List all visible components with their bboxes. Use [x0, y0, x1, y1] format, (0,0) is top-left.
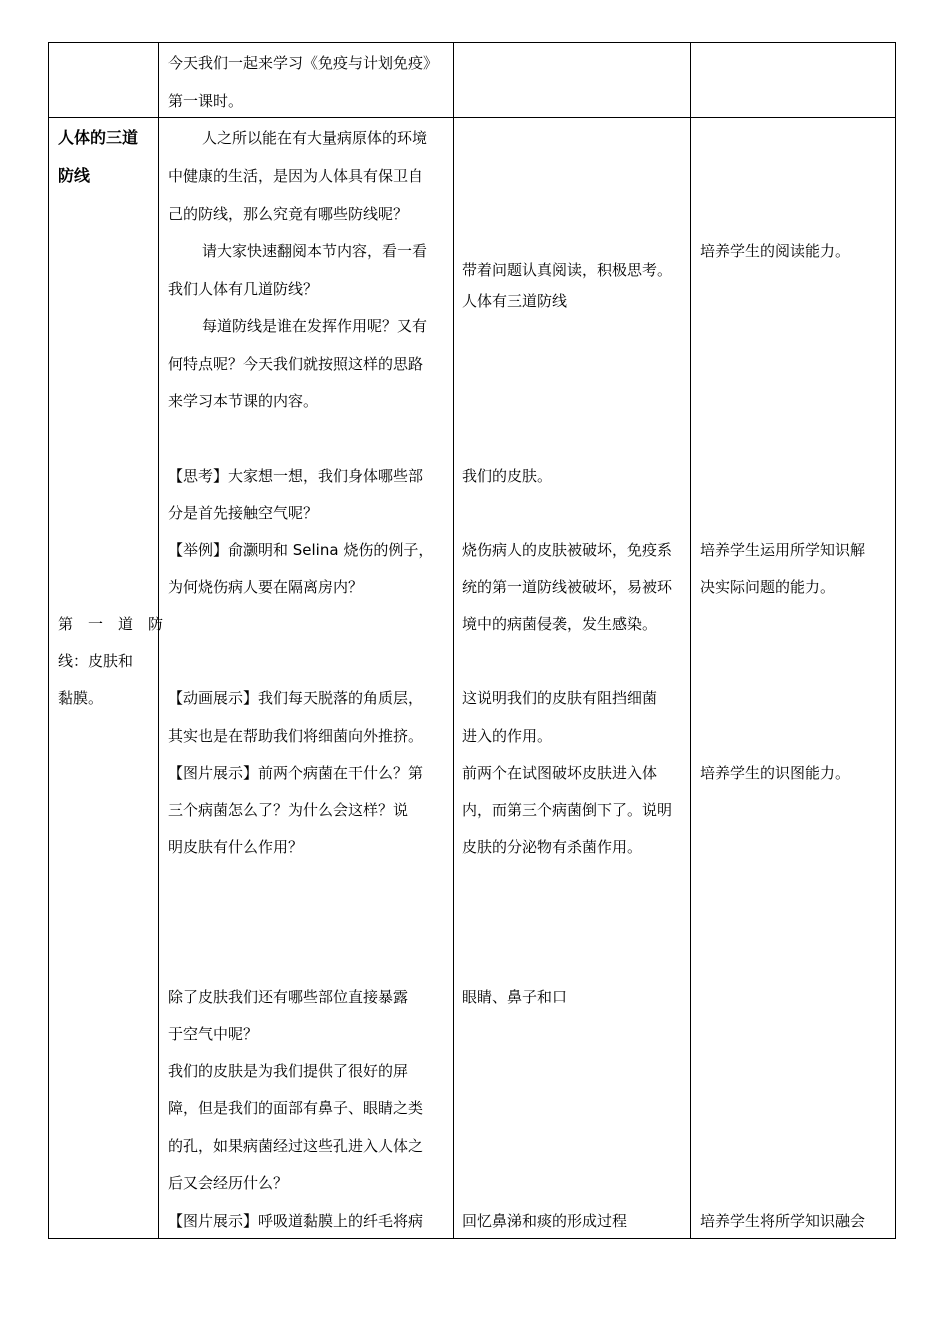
example-answer-2: 统的第一道防线被破坏，易被环: [462, 578, 673, 596]
example-answer-1: 烧伤病人的皮肤被破坏，免疫系: [462, 541, 673, 559]
teacher-plan-1: 每道防线是谁在发挥作用呢？又有: [202, 317, 428, 335]
table-bottom-border: [48, 1238, 896, 1239]
other-answer: 眼睛、鼻子和口: [462, 988, 568, 1006]
pic-answer-1: 前两个在试图破坏皮肤进入体: [462, 764, 658, 782]
pic-2: 三个病菌怎么了？为什么会这样？说: [168, 801, 409, 819]
other-2: 于空气中呢？: [168, 1025, 259, 1043]
teacher-intro-3: 己的防线，那么究竟有哪些防线呢？: [168, 205, 409, 223]
pic-answer-3: 皮肤的分泌物有杀菌作用。: [462, 838, 643, 856]
example-answer-3: 境中的病菌侵袭，发生感染。: [462, 615, 658, 633]
anim-answer-1: 这说明我们的皮肤有阻挡细菌: [462, 689, 658, 707]
student-activity-2: 人体有三道防线: [462, 292, 568, 310]
section-title-line-2: 防线: [58, 166, 91, 185]
pic2-purpose: 培养学生将所学知识融会: [700, 1212, 866, 1230]
first-line-title-3: 黏膜。: [58, 689, 104, 707]
think-2: 分是首先接触空气呢？: [168, 504, 319, 522]
teacher-intro-1: 人之所以能在有大量病原体的环境: [202, 129, 428, 147]
example-purpose-2: 决实际问题的能力。: [700, 578, 836, 596]
purpose-reading: 培养学生的阅读能力。: [700, 242, 851, 260]
pic2: 【图片展示】呼吸道黏膜上的纤毛将病: [168, 1212, 424, 1230]
example-2: 为何烧伤病人要在隔离房内？: [168, 578, 364, 596]
think-answer: 我们的皮肤。: [462, 467, 553, 485]
barrier-3: 的孔，如果病菌经过这些孔进入人体之: [168, 1137, 424, 1155]
teacher-ask-2: 我们人体有几道防线？: [168, 280, 319, 298]
intro-line-1: 今天我们一起来学习《免疫与计划免疫》: [168, 54, 439, 72]
pic-answer-2: 内，而第三个病菌倒下了。说明: [462, 801, 673, 819]
barrier-4: 后又会经历什么？: [168, 1174, 289, 1192]
teacher-plan-3: 来学习本节课的内容。: [168, 392, 319, 410]
column-divider-3: [690, 42, 691, 1239]
column-divider-1: [158, 42, 159, 1239]
pic2-answer: 回忆鼻涕和痰的形成过程: [462, 1212, 628, 1230]
think-1: 【思考】大家想一想，我们身体哪些部: [168, 467, 424, 485]
barrier-1: 我们的皮肤是为我们提供了很好的屏: [168, 1062, 409, 1080]
pic-3: 明皮肤有什么作用？: [168, 838, 304, 856]
pic-1: 【图片展示】前两个病菌在干什么？第: [168, 764, 424, 782]
column-divider-2: [453, 42, 454, 1239]
anim-2: 其实也是在帮助我们将细菌向外推挤。: [168, 727, 424, 745]
first-line-title-1: 第 一 道 防: [58, 615, 164, 633]
teacher-plan-2: 何特点呢？今天我们就按照这样的思路: [168, 355, 424, 373]
student-activity-1: 带着问题认真阅读，积极思考。: [462, 261, 673, 279]
teacher-ask-1: 请大家快速翻阅本节内容，看一看: [202, 242, 428, 260]
anim-1: 【动画展示】我们每天脱落的角质层，: [168, 689, 424, 707]
section-title-line-1: 人体的三道: [58, 128, 139, 147]
teacher-intro-2: 中健康的生活，是因为人体具有保卫自: [168, 167, 424, 185]
row-divider: [48, 117, 896, 118]
other-1: 除了皮肤我们还有哪些部位直接暴露: [168, 988, 409, 1006]
anim-answer-2: 进入的作用。: [462, 727, 553, 745]
first-line-title-2: 线：皮肤和: [58, 652, 134, 670]
barrier-2: 障，但是我们的面部有鼻子、眼睛之类: [168, 1099, 424, 1117]
table-left-border: [48, 42, 49, 1239]
pic-purpose: 培养学生的识图能力。: [700, 764, 851, 782]
intro-line-2: 第一课时。: [168, 92, 244, 110]
example-purpose-1: 培养学生运用所学知识解: [700, 541, 866, 559]
table-top-border: [48, 42, 896, 43]
example-1: 【举例】俞灏明和 Selina 烧伤的例子，: [168, 541, 434, 559]
table-right-border: [895, 42, 896, 1239]
